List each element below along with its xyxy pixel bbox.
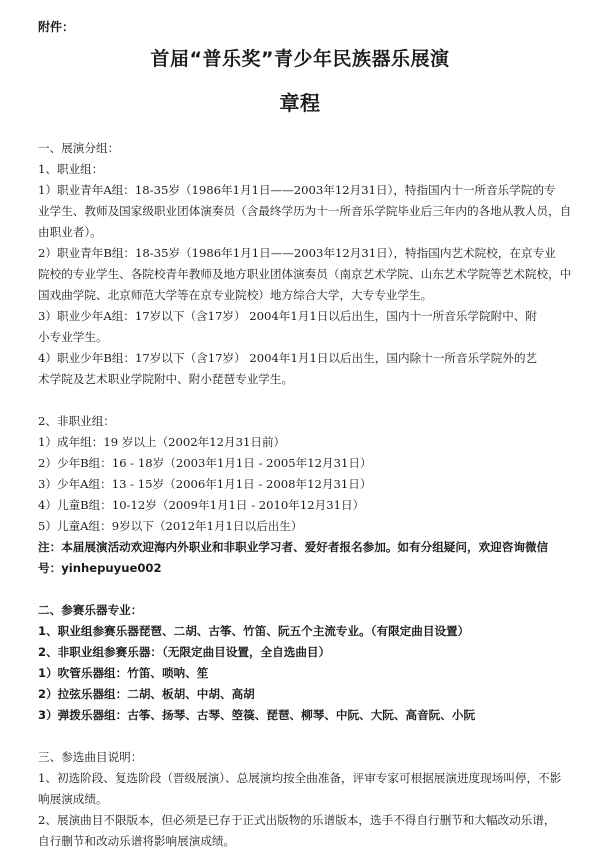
text-line: 2）拉弦乐器组：二胡、板胡、中胡、高胡	[38, 687, 255, 701]
text-line: 自行删节和改动乐谱将影响展演成绩。	[38, 834, 236, 848]
text-line: 4）儿童B组：10-12岁（2009年1月1日 - 2010年12月31日）	[38, 498, 365, 512]
text-line: 5）儿童A组：9岁以下（2012年1月1日以后出生）	[38, 519, 303, 533]
text-line: 3）职业少年A组：17岁以下（含17岁） 2004年1月1日以后出生，国内十一所音乐学院附中、附	[38, 309, 537, 323]
text-line: 术学院及艺术职业学院附中、附小琵琶专业学生。	[38, 372, 294, 386]
text-line: 号：yinhepuyue002	[38, 561, 162, 575]
text-line: 2）职业青年B组：18-35岁（1986年1月1日——2003年12月31日），特指国内艺术院校，在京专业	[38, 246, 556, 260]
text-line: 1、初选阶段、复选阶段（晋级展演）、总展演均按全曲准备，评审专家可根据展演进度现场叫停，不影	[38, 771, 562, 785]
text-line: 2）少年B组：16 - 18岁（2003年1月1日 - 2005年12月31日）	[38, 456, 372, 470]
text-line: 响展演成绩。	[38, 792, 108, 806]
text-line: 3）少年A组：13 - 15岁（2006年1月1日 - 2008年12月31日）	[38, 477, 372, 491]
text-line: 二、参赛乐器专业：	[38, 603, 143, 617]
text-line: 3）弹拨乐器组：古筝、扬琴、古琴、箜篌、琵琶、柳琴、中阮、大阮、高音阮、小阮	[38, 708, 476, 722]
text-line: 1）职业青年A组：18-35岁（1986年1月1日——2003年12月31日），特指国内十一所音乐学院的专	[38, 183, 556, 197]
attachment-label: 附件：	[38, 20, 75, 34]
text-line: 2、非职业组参赛乐器：（无限定曲目设置，全自选曲目）	[38, 645, 331, 659]
text-line: 1）吹管乐器组：竹笛、唢呐、笙	[38, 666, 209, 680]
text-line: 一、展演分组：	[38, 141, 120, 155]
text-line: 国戏曲学院、北京师范大学等在京专业院校）地方综合大学，大专专业学生。	[38, 288, 433, 302]
text-line: 2、非职业组：	[38, 414, 115, 428]
text-line: 小专业学生。	[38, 330, 108, 344]
text-line: 注：本届展演活动欢迎海内外职业和非职业学习者、爱好者报名参加。如有分组疑问，欢迎咨询微信	[38, 540, 549, 554]
text-line: 2、展演曲目不限版本，但必须是已存于正式出版物的乐谱版本，选手不得自行删节和大幅改动乐谱，	[38, 813, 556, 827]
text-line: 业学生、教师及国家级职业团体演奏员（含最终学历为十一所音乐学院毕业后三年内的各地从教人员，自	[38, 204, 572, 218]
document-title: 首届“普乐奖”青少年民族器乐展演	[150, 48, 450, 70]
text-line: 院校的专业学生、各院校青年教师及地方职业团体演奏员（南京艺术学院、山东艺术学院等艺术院校，中	[38, 267, 572, 281]
text-line: 1）成年组：19 岁以上（2002年12月31日前）	[38, 435, 286, 449]
text-line: 1、职业组：	[38, 162, 104, 176]
text-line: 三、参选曲目说明：	[38, 750, 143, 764]
text-line: 1、职业组参赛乐器琵琶、二胡、古筝、竹笛、阮五个主流专业。（有限定曲目设置）	[38, 624, 470, 638]
text-line: 4）职业少年B组：17岁以下（含17岁） 2004年1月1日以后出生，国内除十一所音乐学院外的艺	[38, 351, 538, 365]
text-line: 由职业者）。	[38, 225, 102, 239]
document-subtitle: 章程	[279, 91, 321, 115]
